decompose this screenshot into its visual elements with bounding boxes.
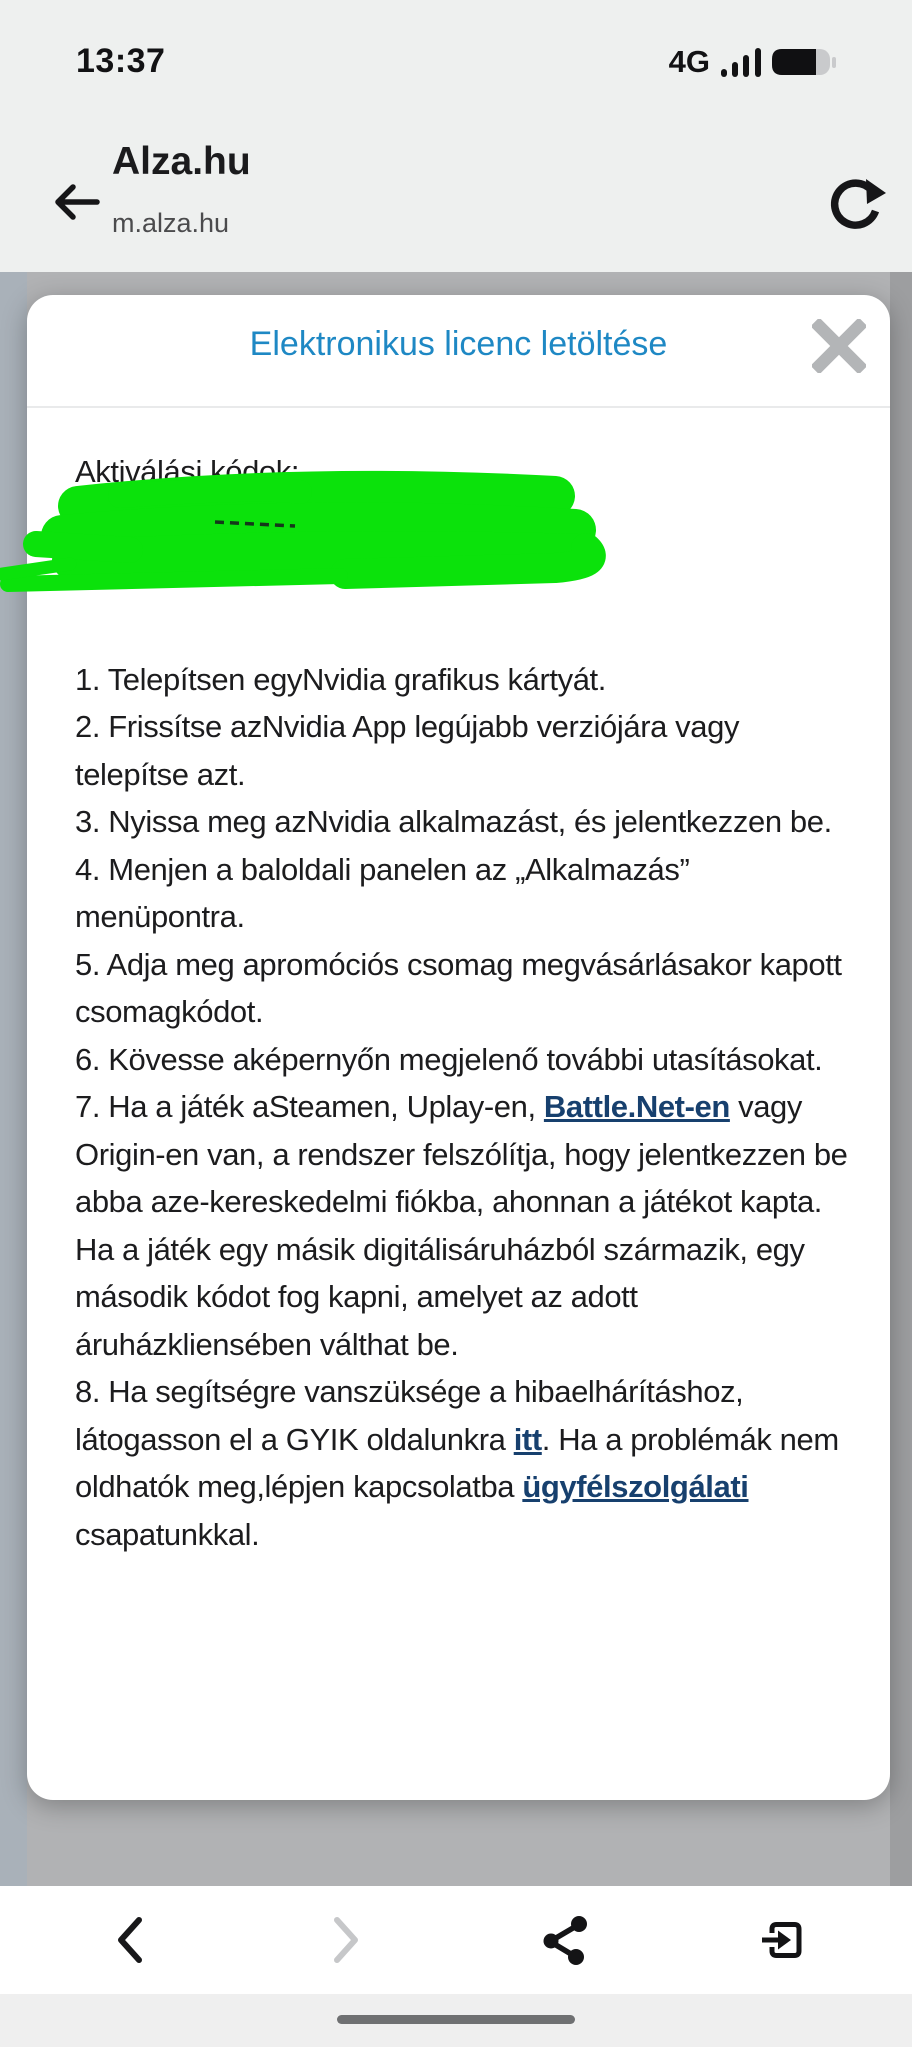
share-icon — [542, 1915, 588, 1965]
chevron-left-icon — [112, 1916, 146, 1964]
browser-toolbar — [0, 1886, 912, 1994]
network-type-label: 4G — [668, 44, 710, 79]
step-text: vagy Origin-en van, a rendszer felszólítja, hogy jelentkezzen be abba aze-kereskedelmi fiókba, ahonnan a játékot kapta. Ha a játék egy másik digitálisáruházból származik, egy második kódot fog kapni, amelyet az adott áruházkliensében válthat be. — [75, 1089, 848, 1362]
nav-forward-button[interactable] — [323, 1916, 371, 1964]
instructions-list — [75, 656, 852, 1559]
instruction-step-2 — [75, 703, 852, 798]
page-url: m.alza.hu — [112, 208, 230, 238]
instruction-step-8 — [75, 1368, 852, 1558]
page-title: Alza.hu — [112, 140, 251, 183]
instruction-step-7 — [75, 1083, 852, 1368]
step-text: csapatunkkal. — [75, 1516, 260, 1552]
share-button[interactable] — [541, 1916, 589, 1964]
open-external-button[interactable] — [759, 1916, 807, 1964]
instruction-step-3 — [75, 798, 852, 846]
step-text: 1. Telepítsen egyNvidia grafikus kártyát. — [75, 661, 606, 697]
link-battle-net-en[interactable]: Battle.Net-en — [543, 1089, 730, 1124]
cellular-signal-icon — [721, 47, 761, 77]
instruction-step-6 — [75, 1036, 852, 1084]
license-download-modal — [27, 295, 890, 1800]
modal-title: Elektronikus licenc letöltése — [249, 325, 668, 363]
chevron-right-icon — [330, 1916, 364, 1964]
activation-codes-label: Aktiválási kódok: — [75, 454, 300, 489]
modal-header — [27, 295, 890, 408]
nav-back-button[interactable] — [105, 1916, 153, 1964]
step-text: 6. Kövesse aképernyőn megjelenő további utasításokat. — [75, 1041, 823, 1077]
status-cluster — [669, 44, 836, 80]
instruction-step-4 — [75, 846, 852, 941]
battery-icon — [772, 48, 836, 76]
step-text: 3. Nyissa meg azNvidia alkalmazást, és jelentkezzen be. — [75, 804, 832, 839]
step-text: 7. Ha a játék aSteamen, Uplay-en, — [75, 1089, 544, 1124]
dimmed-page-right-edge — [890, 272, 912, 1886]
step-text: . Ha a problémák nem oldhatók meg,lépjen kapcsolatba — [75, 1421, 839, 1504]
home-indicator-bar[interactable] — [337, 2015, 575, 2024]
dimmed-page-left-edge — [0, 272, 27, 1886]
step-text: 5. Adja meg apromóciós csomag megvásárlásakor kapott csomagkódot. — [75, 946, 842, 1029]
step-text: 2. Frissítse azNvidia App legújabb verziójára vagy telepítse azt. — [75, 709, 740, 792]
instruction-step-5 — [75, 941, 852, 1036]
gesture-area — [0, 1994, 912, 2047]
reload-icon[interactable] — [828, 176, 886, 234]
step-text: 4. Menjen a baloldali panelen az „Alkalmazás” menüpontra. — [75, 851, 690, 934]
exit-to-app-icon — [759, 1916, 807, 1964]
link--gyf-lszolg-lati[interactable]: ügyfélszolgálati — [522, 1469, 749, 1504]
browser-header — [0, 0, 912, 272]
status-time: 13:37 — [76, 42, 166, 80]
instruction-step-1 — [75, 656, 852, 704]
browser-back-icon[interactable] — [52, 182, 100, 222]
step-text: 8. Ha segítségre vanszüksége a hibaelhárításhoz, látogasson el a GYIK oldalunkra — [75, 1374, 744, 1457]
link-itt[interactable]: itt — [513, 1421, 542, 1457]
redacted-codes-area — [75, 504, 852, 656]
close-icon[interactable] — [812, 319, 866, 373]
modal-body — [27, 408, 890, 1558]
